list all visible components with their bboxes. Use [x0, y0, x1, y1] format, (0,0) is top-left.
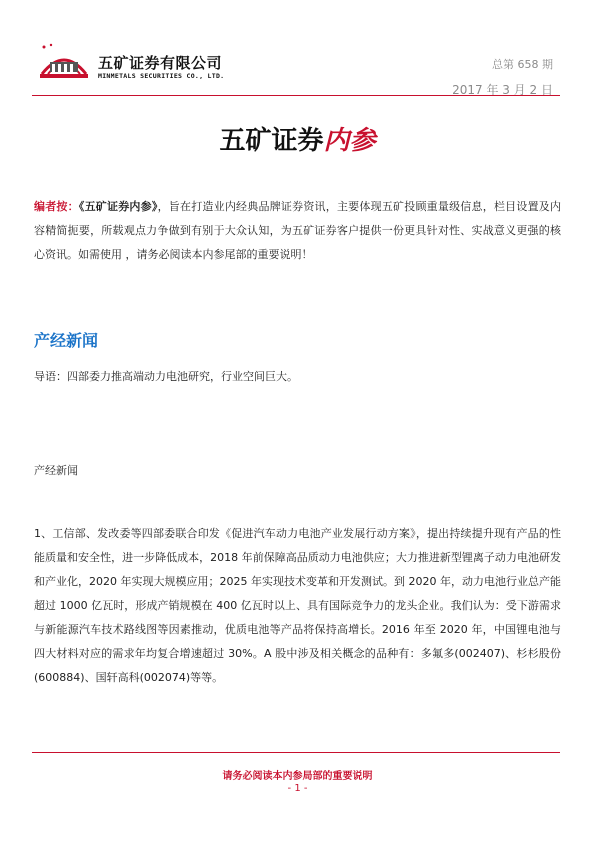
title-main: 五矿证券 — [219, 126, 324, 156]
editor-note-book: 《五矿证券内参》 — [78, 200, 158, 213]
footer-divider — [32, 752, 560, 753]
editor-note-label: 编者按： — [34, 200, 79, 213]
page-title — [0, 120, 595, 157]
news-paragraph: 1、工信部、发改委等四部委联合印发《促进汽车动力电池产业发展行动方案》，提出持续提升现有产品的性能质量和安全性，进一步降低成本，2018 年前保障高品质动力电池供应；大力推进新型锂离子动力电池研发和产业化，2020 年实现大规模应用；2025 年实现技术变革和开发测试。到 2020 年，动力电池行业总产能超过 1000 亿瓦时，形成产销规模在 400 亿瓦时以上、具有国际竞争力的龙头企业。我们认为：受下游需求与新能源汽车技术路线图等因素推动，优质电池等产品将保持高增长。2016 年至 2020 年，中国锂电池与四大材料对应的需求年均复合增速超过 30%。A 股中涉及相关概念的品种有：多氟多(002407)、杉杉股份(600884)、国轩高科(002074)等等。 — [34, 527, 561, 684]
company-logo-icon — [38, 42, 90, 82]
section-heading: 产经新闻 — [34, 331, 99, 350]
sub-heading: 产经新闻 — [34, 464, 78, 477]
title-accent: 内参 — [323, 126, 376, 156]
issue-number: 总第 658 期 — [492, 58, 553, 71]
company-name-en: MINMETALS SECURITIES CO., LTD. — [98, 72, 225, 80]
lead-text: 导语：四部委力推高端动力电池研究，行业空间巨大。 — [34, 370, 298, 383]
editor-note-text: ，旨在打造业内经典品牌证券资讯，主要体现五矿投顾重量级信息，栏目设置及内容精简扼要，所载观点力争做到有别于大众认知，为五矿证券客户提供一份更具针对性、实战意义更强的核心资讯。如需使用 ，请务必阅读本内参尾部的重要说明！ — [34, 200, 562, 261]
footer-note: 请务必阅读本内参局部的重要说明 — [222, 771, 373, 782]
editor-note — [34, 195, 561, 267]
header-divider — [32, 95, 560, 96]
issue-date: 2017 年 3 月 2 日 — [452, 83, 553, 97]
company-name-cn: 五矿证券有限公司 — [98, 54, 223, 72]
page-number: - 1 - — [287, 783, 308, 794]
